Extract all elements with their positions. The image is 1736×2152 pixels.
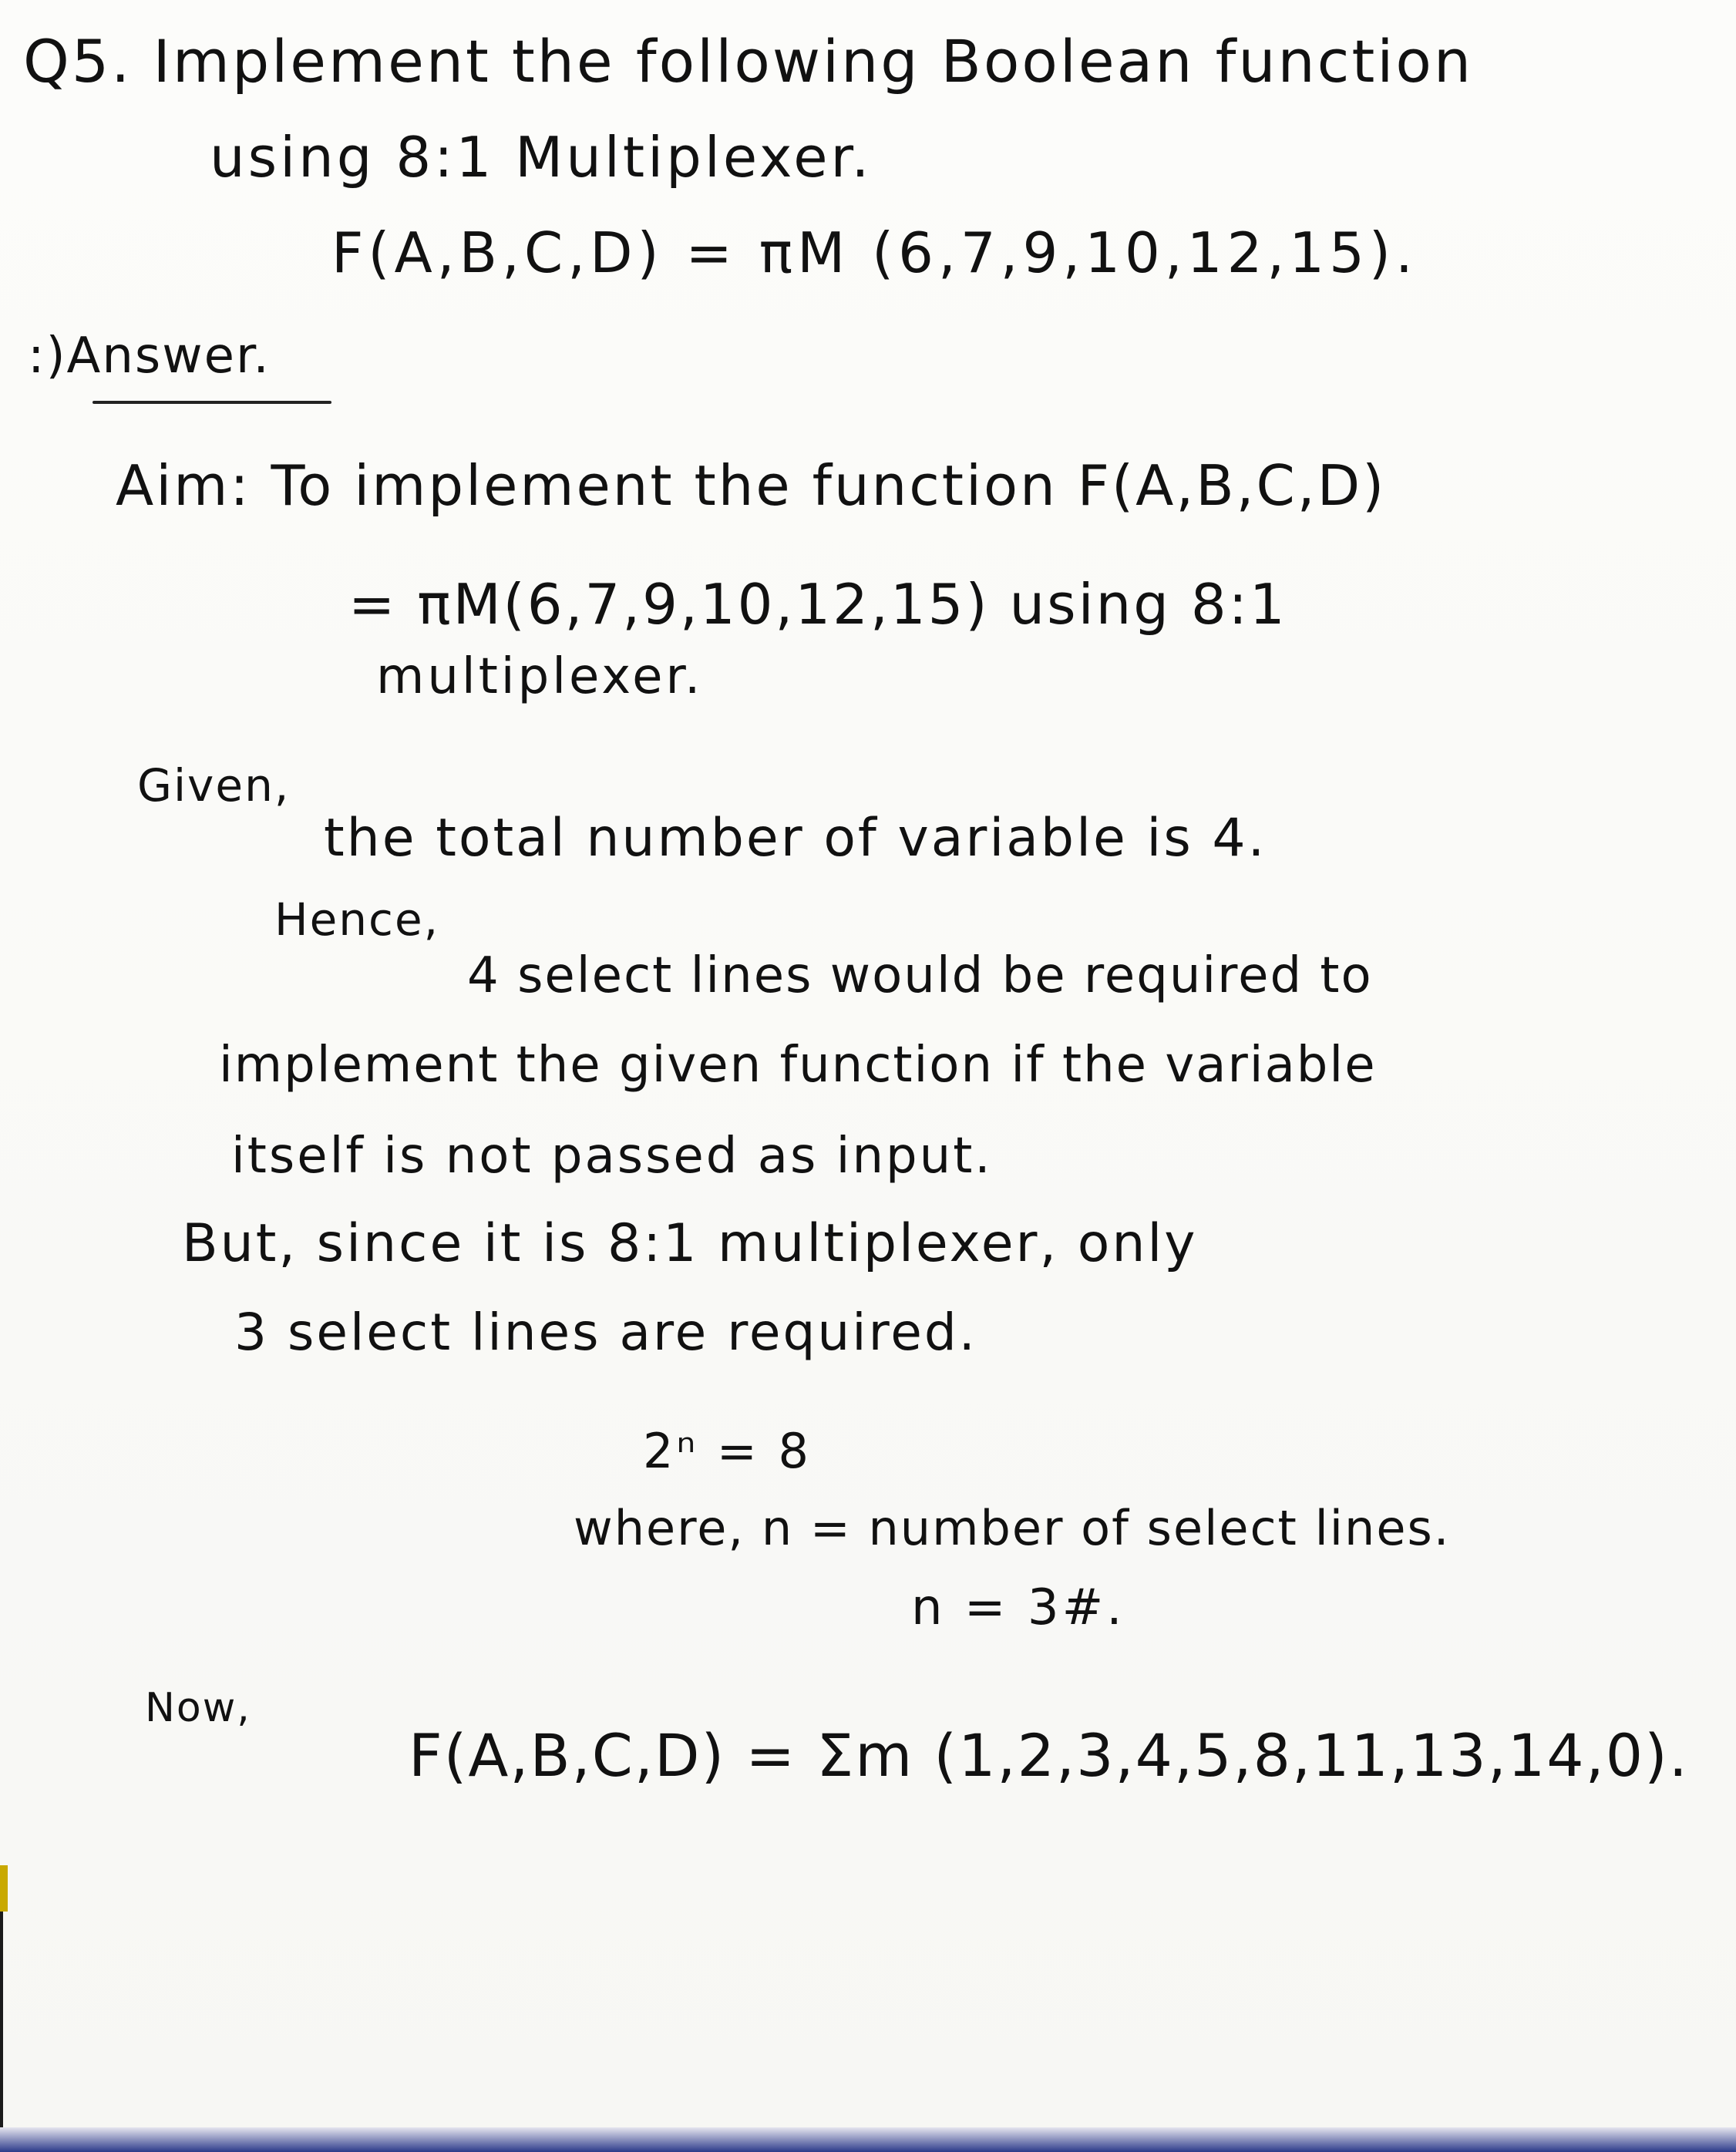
formula-equation: 2ⁿ = 8 xyxy=(643,1423,812,1479)
question-function: F(A,B,C,D) = πM (6,7,9,10,12,15). xyxy=(331,220,1418,285)
given-label: Given, xyxy=(137,759,291,812)
answer-underline xyxy=(93,401,331,404)
formula-where: where, n = number of select lines. xyxy=(574,1500,1451,1556)
aim-line-2: = πM(6,7,9,10,12,15) using 8:1 xyxy=(348,572,1287,637)
formula-result: n = 3#. xyxy=(911,1579,1125,1636)
left-edge-mark xyxy=(0,1865,8,1912)
answer-heading: :)Answer. xyxy=(28,328,271,385)
question-line-1: Q5. Implement the following Boolean function xyxy=(23,27,1474,96)
given-line-2: 4 select lines would be required to xyxy=(467,947,1373,1004)
given-line-4: itself is not passed as input. xyxy=(231,1128,993,1185)
page-bottom-edge xyxy=(0,2127,1736,2152)
given-line-6: 3 select lines are required. xyxy=(234,1303,977,1362)
given-line-5: But, since it is 8:1 multiplexer, only xyxy=(182,1213,1198,1274)
aim-line-3: multiplexer. xyxy=(376,648,704,705)
question-line-2: using 8:1 Multiplexer. xyxy=(210,125,873,190)
given-line-3: implement the given function if the variable xyxy=(219,1037,1377,1094)
given-line-1: the total number of variable is 4. xyxy=(324,808,1267,869)
sum-of-minterms-expression: F(A,B,C,D) = Σm (1,2,3,4,5,8,11,13,14,0). xyxy=(409,1721,1689,1790)
hence-label: Hence, xyxy=(274,893,440,946)
now-label: Now, xyxy=(145,1685,251,1731)
aim-line-1: Aim: To implement the function F(A,B,C,D) xyxy=(116,453,1387,518)
left-edge-shadow xyxy=(0,1912,3,2127)
